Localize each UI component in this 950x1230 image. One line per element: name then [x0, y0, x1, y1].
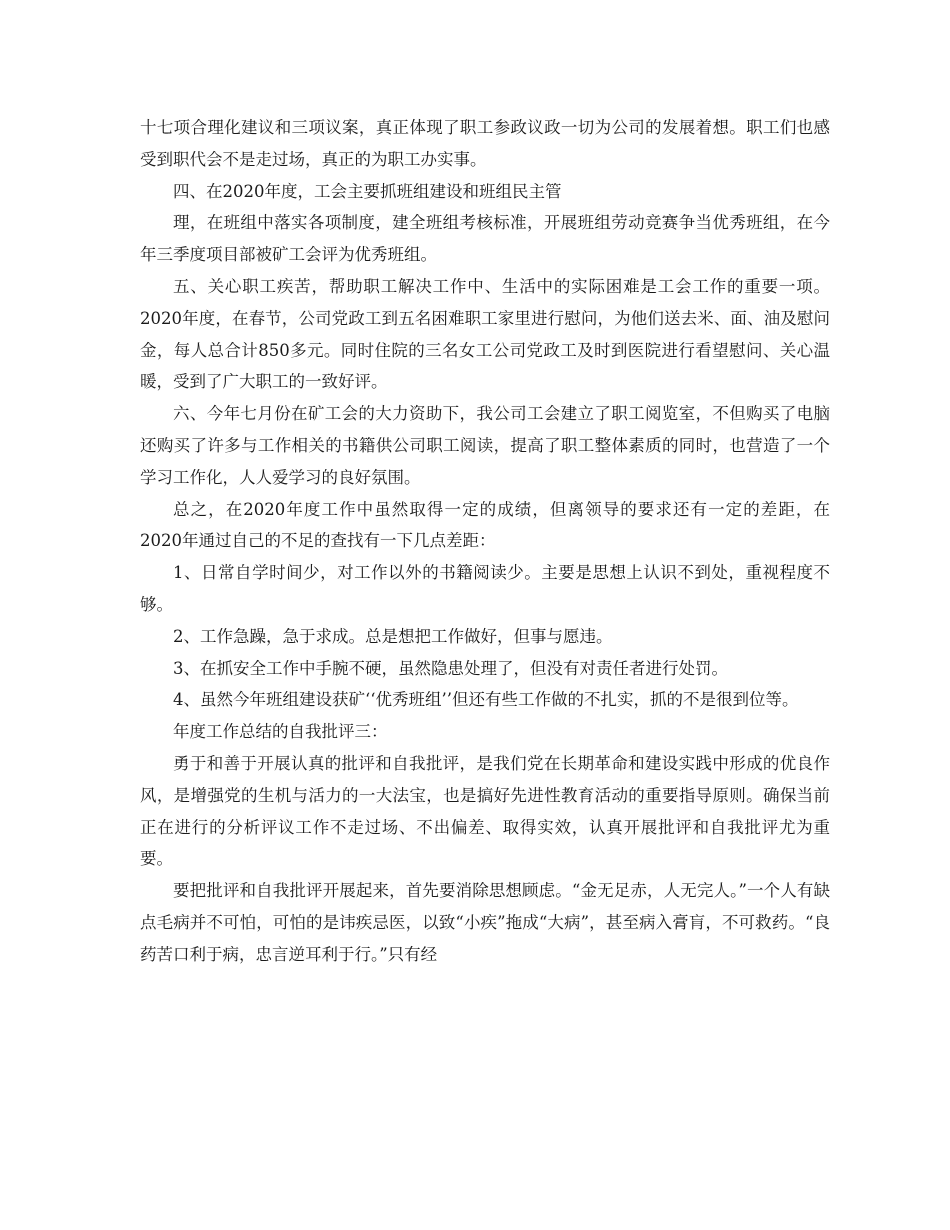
paragraph-9: 4、虽然今年班组建设获矿‘‘优秀班组’’但还有些工作做的不扎实，抓的不是很到位等。 — [173, 690, 799, 710]
paragraph-1: 四、在2020年度，工会主要抓班组建设和班组民主管 — [173, 181, 562, 201]
paragraph-4: 六、今年七月份在矿工会的大力资助下，我公司工会建立了职工阅览室，不但购买了电脑还购买了许多与工作相关的书籍供公司职工阅读，提高了职工整体素质的同时，也营造了一个学习工作化，人人爱学习的良好氛围。 — [140, 404, 830, 487]
paragraph-2: 理，在班组中落实各项制度，建全班组考核标准，开展班组劳动竞赛争当优秀班组，在今年三季度项目部被矿工会评为优秀班组。 — [140, 213, 830, 265]
paragraph-12: 要把批评和自我批评开展起来，首先要消除思想顾虑。“金无足赤，人无完人。”一个人有缺点毛病并不可怕，可怕的是讳疾忌医，以致“小疾”拖成“大病”，甚至病入膏肓，不可救药。“良药苦口利于病，忠言逆耳利于行。”只有经 — [140, 881, 830, 964]
paragraph-10: 年度工作总结的自我批评三： — [173, 722, 388, 742]
paragraph-11: 勇于和善于开展认真的批评和自我批评，是我们党在长期革命和建设实践中形成的优良作风，是增强党的生机与活力的一大法宝，也是搞好先进性教育活动的重要指导原则。确保当前正在进行的分析评议工作不走过场、不出偏差、取得实效，认真开展批评和自我批评尤为重要。 — [140, 753, 830, 869]
paragraph-7: 2、工作急躁，急于求成。总是想把工作做好，但事与愿违。 — [173, 626, 613, 646]
paragraph-8: 3、在抓安全工作中手腕不硬，虽然隐患处理了，但没有对责任者进行处罚。 — [173, 658, 728, 678]
paragraph-5: 总之，在2020年度工作中虽然取得一定的成绩，但离领导的要求还有一定的差距，在2020年通过自己的不足的查找有一下几点差距： — [140, 499, 830, 551]
paragraph-0: 十七项合理化建议和三项议案，真正体现了职工参政议政一切为公司的发展着想。职工们也感受到职代会不是走过场，真正的为职工办实事。 — [140, 118, 830, 169]
paragraph-6: 1、日常自学时间少，对工作以外的书籍阅读少。主要是思想上认识不到处，重视程度不够。 — [140, 563, 830, 614]
paragraph-3: 五、关心职工疾苦，帮助职工解决工作中、生活中的实际困难是工会工作的重要一项。2020年度，在春节，公司党政工到五名困难职工家里进行慰问，为他们送去米、面、油及慰问金，每人总合计850多元。同时住院的三名女工公司党政工及时到医院进行看望慰问、关心温暖，受到了广大职工的一致好评。 — [140, 276, 830, 392]
document-body — [140, 112, 830, 971]
